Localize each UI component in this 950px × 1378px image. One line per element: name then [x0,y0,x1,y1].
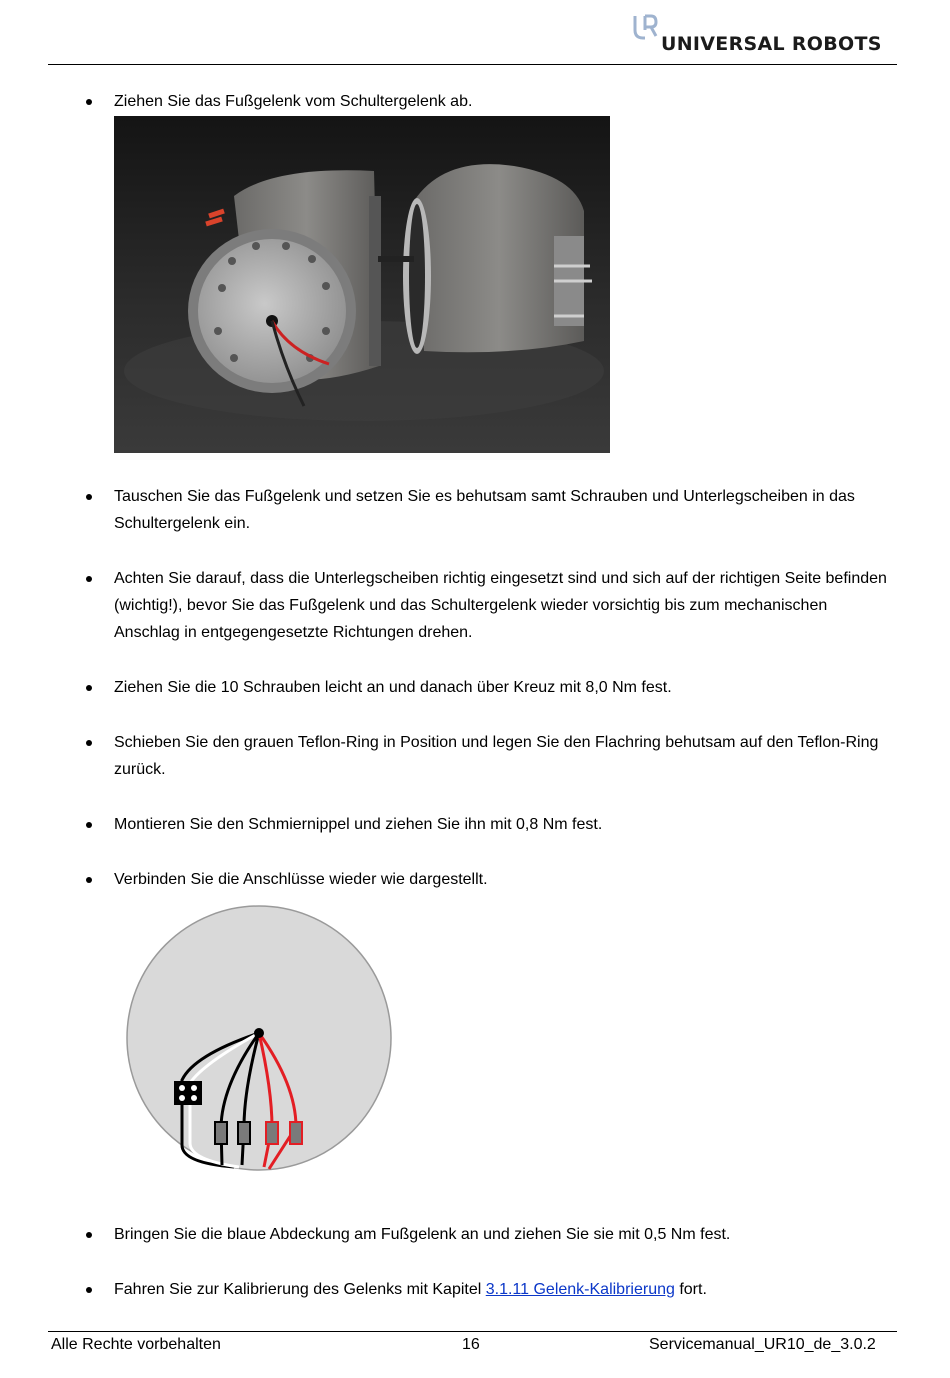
bullet-icon [86,685,92,691]
ur-logo-icon [633,14,659,42]
bullet-icon [86,494,92,500]
bullet-icon [86,576,92,582]
list-item-text: Ziehen Sie die 10 Schrauben leicht an und danach über Kreuz mit 8,0 Nm fest. [114,679,672,696]
bullet-icon [86,1232,92,1238]
list-item-text: Bringen Sie die blaue Abdeckung am Fußgelenk an und ziehen Sie sie mit 0,5 Nm fest. [114,1226,731,1243]
text-after-link: fort. [674,1281,707,1298]
text-before-link: Fahren Sie zur Kalibrierung des Gelenks mit Kapitel [114,1281,486,1298]
list-item-text: Tauschen Sie das Fußgelenk und setzen Sie es behutsam samt Schrauben und Unterlegscheiben in das Schultergelenk ein. [114,488,855,532]
list-item-text [114,1276,894,1303]
document-id: Servicemanual_UR10_de_3.0.2 [649,1336,876,1353]
bullet-icon [86,822,92,828]
bullet-icon [86,1287,92,1293]
footer-copyright: Alle Rechte vorbehalten [51,1336,221,1353]
list-item-text: Verbinden Sie die Anschlüsse wieder wie dargestellt. [114,871,488,888]
header-divider [48,64,897,65]
bullet-icon [86,877,92,883]
chapter-link[interactable]: 3.1.11 Gelenk-Kalibrierung [485,1281,675,1298]
page-number: 16 [462,1336,480,1353]
list-item-text: Montieren Sie den Schmiernippel und ziehen Sie ihn mit 0,8 Nm fest. [114,816,603,833]
brand-name: UNIVERSAL ROBOTS [661,33,882,55]
bullet-icon [86,740,92,746]
page-header [0,0,950,66]
robot-joint-photo [114,116,610,453]
list-item-text: Schieben Sie den grauen Teflon-Ring in Position und legen Sie den Flachring behutsam auf den Teflon-Ring zurück. [114,734,879,778]
footer-divider [48,1331,897,1332]
list-item-text: Achten Sie darauf, dass die Unterlegscheiben richtig eingesetzt sind und sich auf der richtigen Seite befinden (wichtig!), bevor Sie das Fußgelenk und das Schultergelenk wieder vorsichtig bis zum mechanischen Anschlag in entgegengesetzte Richtungen drehen. [114,570,887,641]
bullet-icon [86,99,92,105]
wiring-connection-diagram [124,905,394,1175]
list-item-text: Ziehen Sie das Fußgelenk vom Schultergelenk ab. [114,93,473,110]
